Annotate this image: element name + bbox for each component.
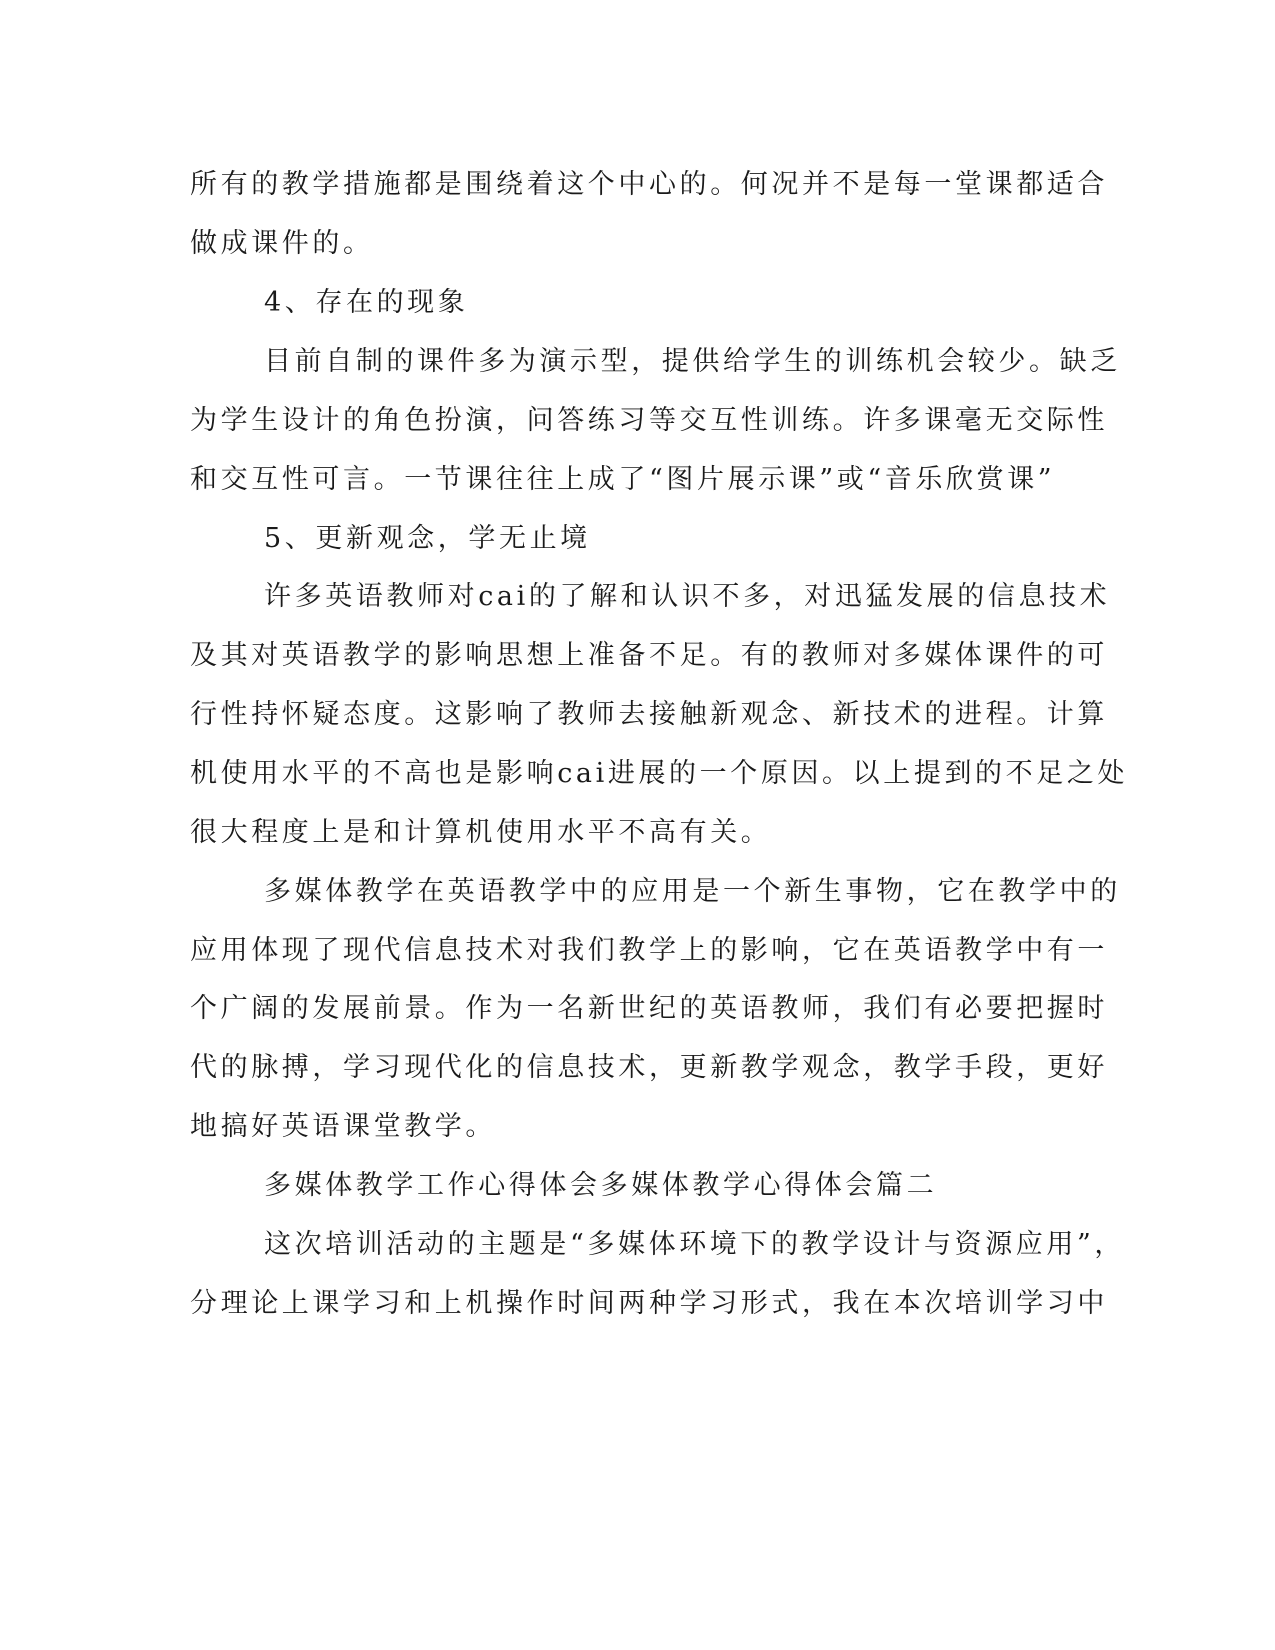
text-line: 这次培训活动的主题是“多媒体环境下的教学设计与资源应用”， bbox=[264, 1229, 1126, 1260]
text-line: 多媒体教学在英语教学中的应用是一个新生事物，它在教学中的 bbox=[264, 876, 1121, 907]
text-line: 及其对英语教学的影响思想上准备不足。有的教师对多媒体课件的可 bbox=[190, 640, 1108, 671]
section-heading: 5、更新观念，学无止境 bbox=[264, 523, 591, 554]
text-line: 行性持怀疑态度。这影响了教师去接触新观念、新技术的进程。计算 bbox=[190, 699, 1108, 730]
text-line: 应用体现了现代信息技术对我们教学上的影响，它在英语教学中有一 bbox=[190, 935, 1108, 966]
text-line: 分理论上课学习和上机操作时间两种学习形式，我在本次培训学习中 bbox=[190, 1288, 1108, 1319]
section-heading: 4、存在的现象 bbox=[264, 287, 469, 318]
text-line: 和交互性可言。一节课往往上成了“图片展示课”或“音乐欣赏课” bbox=[190, 464, 1056, 495]
text-line: 地搞好英语课堂教学。 bbox=[190, 1111, 496, 1142]
text-line: 个广阔的发展前景。作为一名新世纪的英语教师，我们有必要把握时 bbox=[190, 993, 1108, 1024]
text-line: 很大程度上是和计算机使用水平不高有关。 bbox=[190, 817, 772, 848]
text-line: 代的脉搏，学习现代化的信息技术，更新教学观念，教学手段，更好 bbox=[190, 1052, 1108, 1083]
text-line: 做成课件的。 bbox=[190, 228, 374, 259]
text-line: 机使用水平的不高也是影响cai进展的一个原因。以上提到的不足之处 bbox=[190, 758, 1129, 789]
text-line: 所有的教学措施都是围绕着这个中心的。何况并不是每一堂课都适合 bbox=[190, 169, 1108, 200]
text-line: 目前自制的课件多为演示型，提供给学生的训练机会较少。缺乏 bbox=[264, 346, 1121, 377]
text-line: 为学生设计的角色扮演，问答练习等交互性训练。许多课毫无交际性 bbox=[190, 405, 1108, 436]
article-title: 多媒体教学工作心得体会多媒体教学心得体会篇二 bbox=[264, 1170, 938, 1201]
text-line: 许多英语教师对cai的了解和认识不多，对迅猛发展的信息技术 bbox=[264, 581, 1111, 612]
